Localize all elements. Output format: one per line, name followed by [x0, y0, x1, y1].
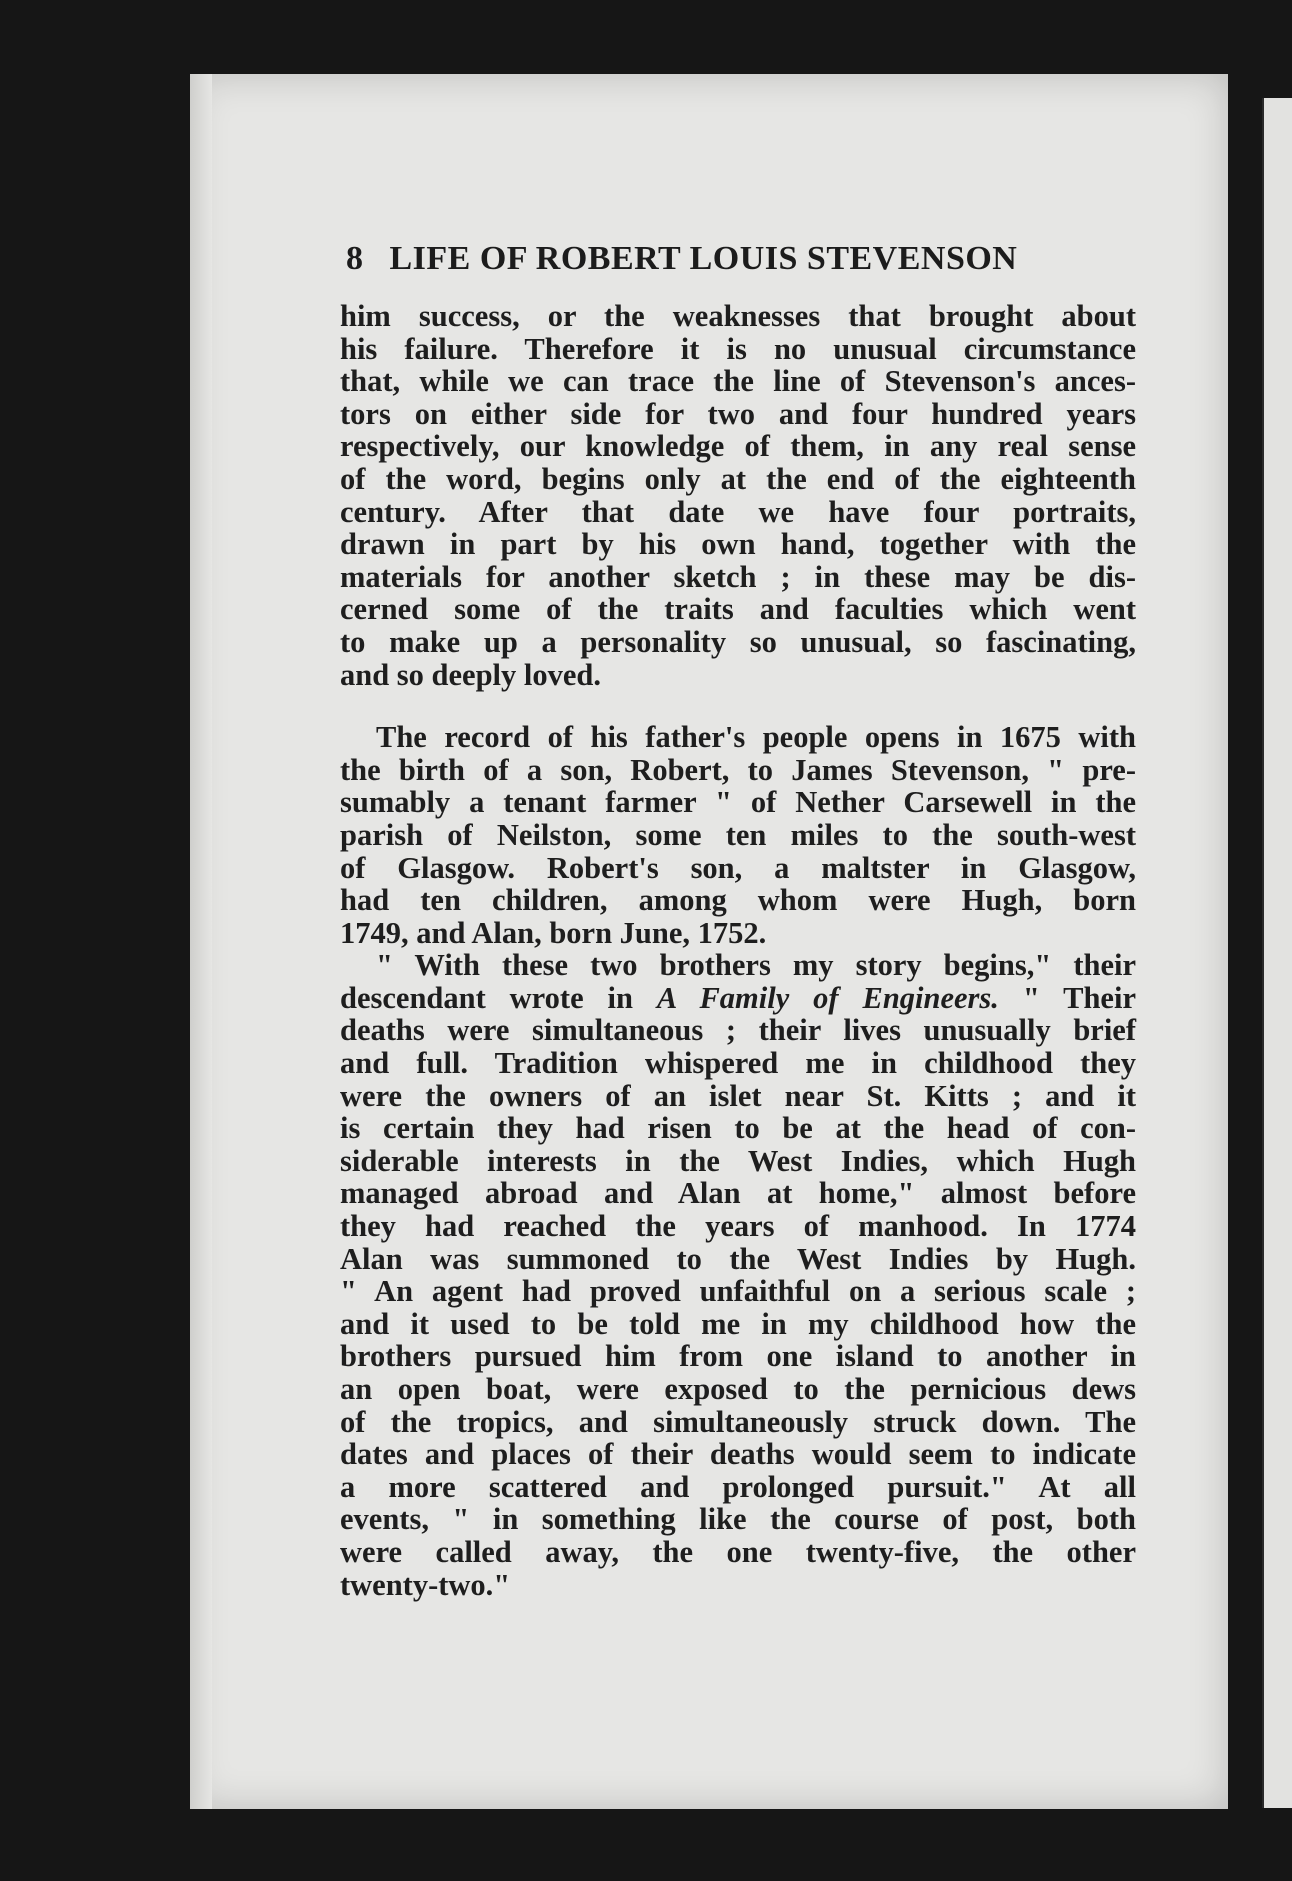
text-line: dates and places of their deaths would seem to indicate	[340, 1437, 1136, 1472]
text-line: siderable interests in the West Indies, which Hugh	[340, 1143, 1136, 1178]
text-line: of Glasgow. Robert's son, a maltster in Glasgow,	[340, 850, 1136, 885]
text-line: century. After that date we have four portraits,	[340, 494, 1136, 529]
text-run: " Their	[998, 980, 1136, 1015]
facing-page-edge	[1262, 98, 1292, 1808]
text-line: were the owners of an islet near St. Kitts ; and it	[340, 1078, 1136, 1113]
text-line: is certain they had risen to be at the head of con-	[340, 1111, 1136, 1146]
text-line	[340, 982, 1136, 1015]
text-line: managed abroad and Alan at home," almost before	[340, 1176, 1136, 1211]
text-line: had ten children, among whom were Hugh, born	[340, 883, 1136, 918]
text-line: events, " in something like the course of post, both	[340, 1502, 1136, 1537]
text-line: his failure. Therefore it is no unusual circumstance	[340, 331, 1136, 366]
paragraph-break	[340, 691, 1136, 721]
running-head	[346, 240, 1086, 278]
page-number: 8	[346, 240, 364, 277]
text-line: were called away, the one twenty-five, the other	[340, 1534, 1136, 1569]
text-line: and so deeply loved.	[340, 657, 601, 692]
text-line: the birth of a son, Robert, to James Stevenson, " pre-	[340, 752, 1136, 787]
text-line: a more scattered and prolonged pursuit." At all	[340, 1469, 1136, 1504]
text-line: cerned some of the traits and faculties which went	[340, 592, 1136, 627]
text-line: drawn in part by his own hand, together with the	[340, 527, 1136, 562]
paragraph-3	[340, 949, 1136, 1601]
text-line: and it used to be told me in my childhood how the	[340, 1306, 1136, 1341]
text-line: respectively, our knowledge of them, in any real sense	[340, 429, 1136, 464]
text-line: The record of his father's people opens in 1675 with	[376, 720, 1136, 755]
text-line: " With these two brothers my story begins," their	[376, 948, 1136, 983]
text-line: to make up a personality so unusual, so fascinating,	[340, 624, 1136, 659]
text-line: brothers pursued him from one island to another in	[340, 1339, 1136, 1374]
book-title-italic: A Family of Engineers.	[656, 980, 999, 1015]
text-line: of the tropics, and simultaneously struck down. The	[340, 1404, 1136, 1439]
paragraph-2	[340, 721, 1136, 949]
text-line: that, while we can trace the line of Stevenson's ances-	[340, 364, 1136, 399]
text-line: twenty-two."	[340, 1567, 511, 1602]
book-title-header: LIFE OF ROBERT LOUIS STEVENSON	[389, 240, 1018, 277]
text-line: sumably a tenant farmer " of Nether Carsewell in the	[340, 785, 1136, 820]
text-line: and full. Tradition whispered me in childhood they	[340, 1046, 1136, 1081]
page-gutter-shadow	[190, 74, 212, 1809]
text-line: deaths were simultaneous ; their lives unusually brief	[340, 1013, 1136, 1048]
paragraph-1	[340, 300, 1136, 691]
text-line: of the word, begins only at the end of the eighteenth	[340, 461, 1136, 496]
text-line: tors on either side for two and four hundred years	[340, 396, 1136, 431]
text-line: parish of Neilston, some ten miles to the south-west	[340, 817, 1136, 852]
text-line: Alan was summoned to the West Indies by Hugh.	[340, 1241, 1136, 1276]
text-line: " An agent had proved unfaithful on a serious scale ;	[340, 1274, 1136, 1309]
text-line: an open boat, were exposed to the pernicious dews	[340, 1372, 1136, 1406]
text-line: 1749, and Alan, born June, 1752.	[340, 915, 767, 950]
page-body	[340, 300, 1136, 1601]
text-line: they had reached the years of manhood. In 1774	[340, 1209, 1136, 1244]
text-line: materials for another sketch ; in these may be dis-	[340, 559, 1136, 594]
text-run: descendant wrote in	[340, 980, 657, 1015]
text-line: him success, or the weaknesses that brought about	[340, 299, 1136, 333]
